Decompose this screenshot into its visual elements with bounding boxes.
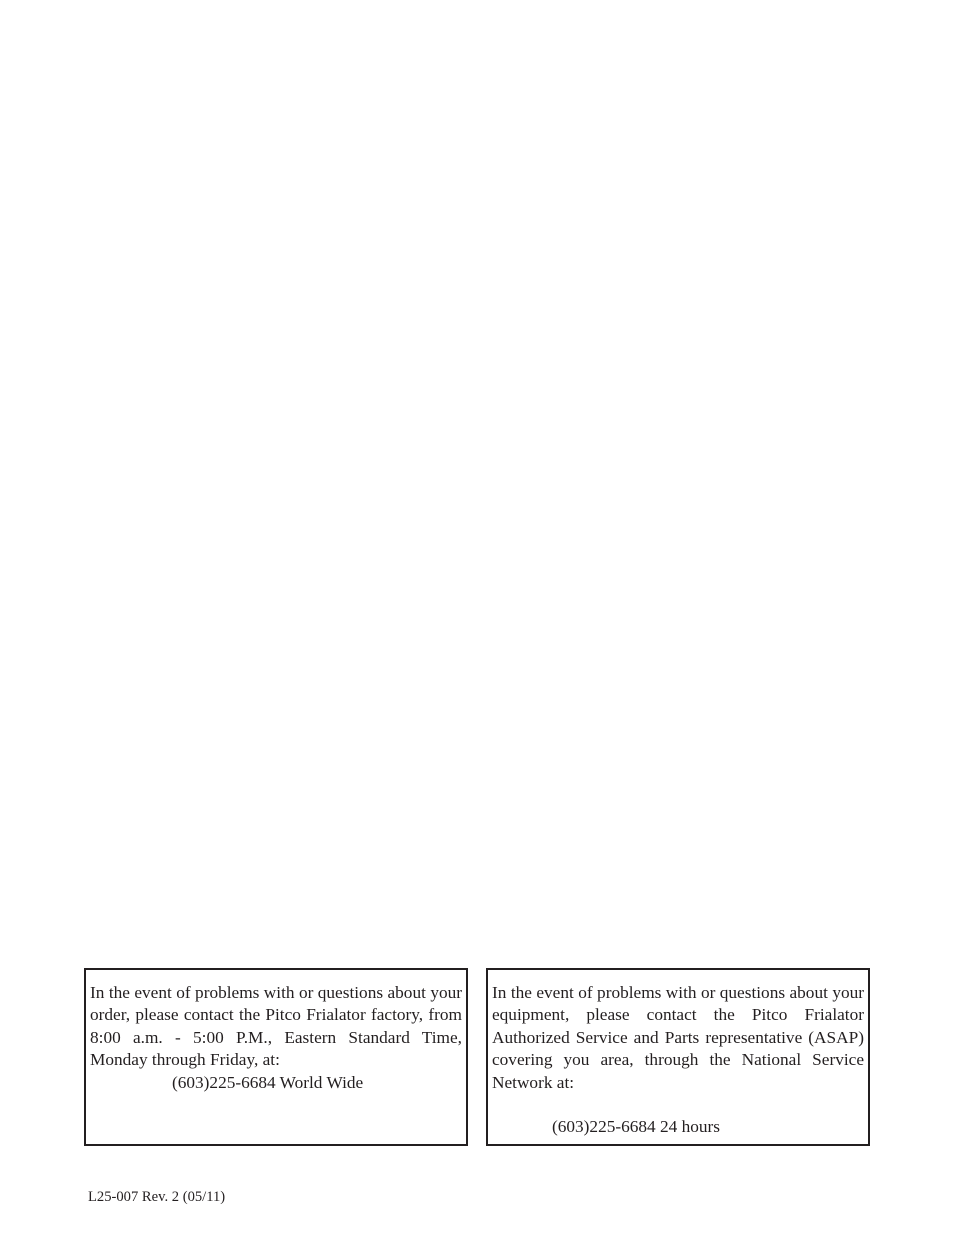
service-contact-text: In the event of problems with or questions about your equipment, please contact the Pitco Frialator Authorized Service and Parts representative (ASAP) covering you area, through the National Service Network at: [492,983,864,1092]
order-contact-box [84,968,468,1146]
order-contact-text: In the event of problems with or questions about your order, please contact the Pitco Frialator factory, from 8:00 a.m. - 5:00 P.M., Eastern Standard Time, Monday through Friday, at: [90,983,462,1070]
document-revision-number: L25-007 Rev. 2 (05/11) [88,1189,226,1205]
service-contact-box [486,968,870,1146]
order-contact-phone: (603)225-6684 World Wide [172,1072,364,1092]
service-contact-phone: (603)225-6684 24 hours [552,1117,720,1137]
